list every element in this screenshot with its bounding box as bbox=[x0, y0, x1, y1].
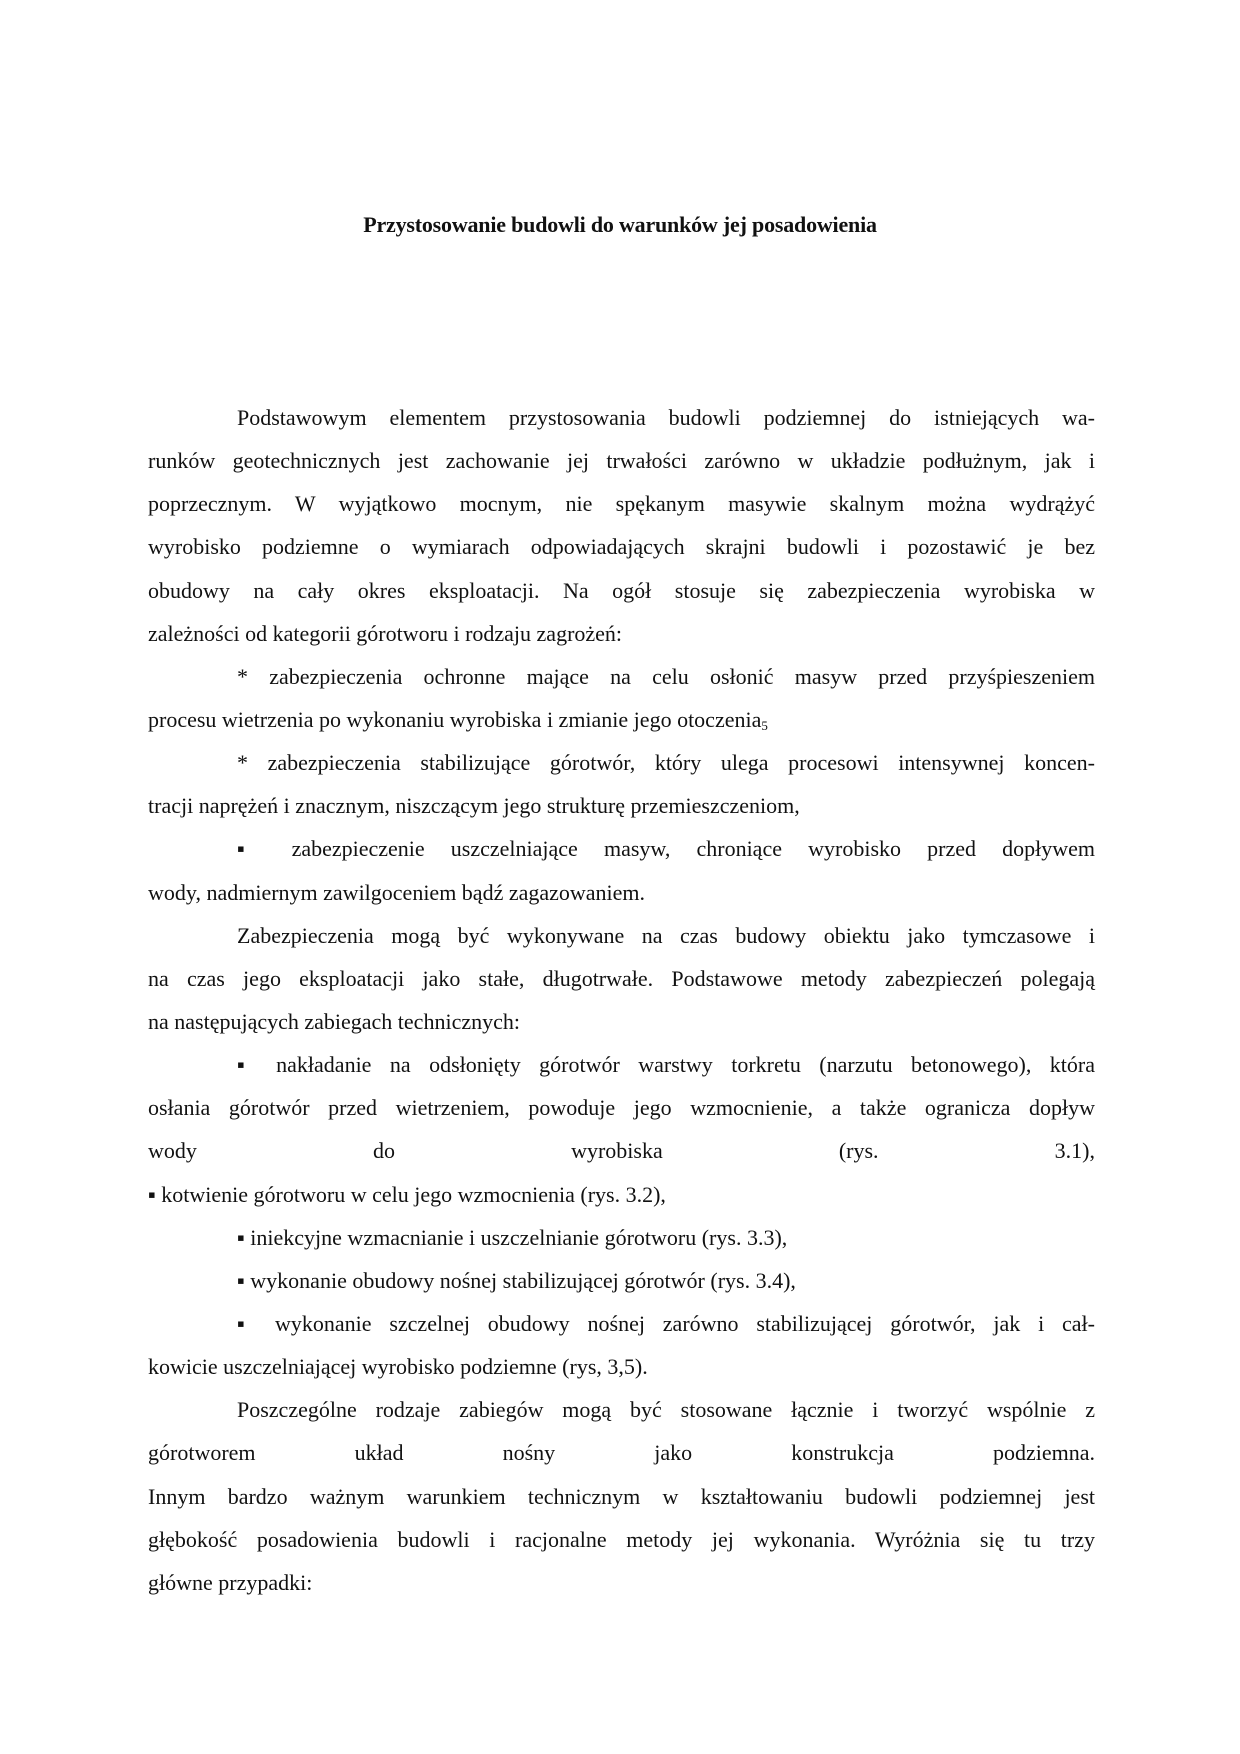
text-line-content: wody, nadmiernym zawilgoceniem bądź zagazowaniem. bbox=[148, 879, 646, 905]
text-line-content: Poszczególne rodzaje zabiegów mogą być stosowane łącznie i tworzyć wspólnie z bbox=[237, 1397, 1095, 1423]
text-line bbox=[148, 1345, 1095, 1388]
text-line bbox=[148, 1129, 1095, 1172]
text-line bbox=[148, 396, 1095, 439]
text-line-content: Innym bardzo ważnym warunkiem technicznym w kształtowaniu budowli podziemnej jest bbox=[148, 1483, 1095, 1509]
text-line bbox=[148, 1388, 1095, 1431]
text-line-content: wody do wyrobiska (rys. 3.1), bbox=[148, 1138, 1095, 1164]
text-line-content: wyrobisko podziemne o wymiarach odpowiadających skrajni budowli i pozostawić je bez bbox=[148, 534, 1095, 560]
text-line-content: procesu wietrzenia po wykonaniu wyrobiska i zmianie jego otoczenia bbox=[148, 706, 762, 732]
text-line-content: * zabezpieczenia stabilizujące górotwór, który ulega procesowi intensywnej koncen- bbox=[237, 750, 1095, 776]
text-line-content: ▪ zabezpieczenie uszczelniające masyw, chroniące wyrobisko przed dopływem bbox=[237, 836, 1095, 862]
text-line bbox=[148, 569, 1095, 612]
text-line-content: kowicie uszczelniającej wyrobisko podziemne (rys, 3,5). bbox=[148, 1354, 648, 1380]
text-line bbox=[148, 482, 1095, 525]
text-line bbox=[148, 1000, 1095, 1043]
text-line-content: głębokość posadowienia budowli i racjonalne metody jej wykonania. Wyróżnia się tu trzy bbox=[148, 1526, 1095, 1552]
text-line-content: Podstawowym elementem przystosowania budowli podziemnej do istniejących wa- bbox=[237, 405, 1095, 430]
text-line bbox=[148, 1173, 1095, 1216]
text-line bbox=[148, 1302, 1095, 1345]
subscript: 5 bbox=[761, 717, 768, 733]
text-line bbox=[148, 698, 1095, 741]
text-line bbox=[148, 957, 1095, 1000]
text-line-content: runków geotechnicznych jest zachowanie jej trwałości zarówno w układzie podłużnym, jak i bbox=[148, 448, 1095, 474]
text-line bbox=[148, 741, 1095, 784]
text-line-content: ▪ nakładanie na odsłonięty górotwór warstwy torkretu (narzutu betonowego), która bbox=[237, 1052, 1095, 1078]
text-line-content: poprzecznym. W wyjątkowo mocnym, nie spękanym masywie skalnym można wydrążyć bbox=[148, 491, 1095, 517]
document-body bbox=[148, 396, 1095, 1604]
text-line bbox=[148, 1086, 1095, 1129]
text-line bbox=[148, 1216, 1095, 1259]
text-line bbox=[148, 914, 1095, 957]
text-line-content: ▪ wykonanie obudowy nośnej stabilizującej górotwór (rys. 3.4), bbox=[237, 1267, 796, 1293]
text-line-content: Zabezpieczenia mogą być wykonywane na czas budowy obiektu jako tymczasowe i bbox=[237, 922, 1095, 948]
text-line bbox=[148, 1259, 1095, 1302]
text-line bbox=[148, 1518, 1095, 1561]
text-line-content: ▪ iniekcyjne wzmacnianie i uszczelnianie górotworu (rys. 3.3), bbox=[237, 1224, 788, 1250]
text-line-content: ▪ wykonanie szczelnej obudowy nośnej zarówno stabilizującej górotwór, jak i cał- bbox=[237, 1310, 1095, 1336]
text-line bbox=[148, 1475, 1095, 1518]
text-line-content: * zabezpieczenia ochronne mające na celu osłonić masyw przed przyśpieszeniem bbox=[237, 663, 1095, 689]
text-line bbox=[148, 827, 1095, 870]
text-line bbox=[148, 439, 1095, 482]
text-line bbox=[148, 612, 1095, 655]
text-line-content: główne przypadki: bbox=[148, 1569, 313, 1595]
text-line bbox=[148, 784, 1095, 827]
text-line bbox=[148, 871, 1095, 914]
text-line-content: na następujących zabiegach technicznych: bbox=[148, 1008, 520, 1034]
text-line-content: zależności od kategorii górotworu i rodzaju zagrożeń: bbox=[148, 620, 623, 646]
text-line bbox=[148, 525, 1095, 568]
document-title: Przystosowanie budowli do warunków jej posadowienia bbox=[363, 212, 877, 237]
text-line-content: osłania górotwór przed wietrzeniem, powoduje jego wzmocnienie, a także ogranicza dopływ bbox=[148, 1095, 1095, 1121]
text-line-content: górotworem układ nośny jako konstrukcja podziemna. bbox=[148, 1440, 1095, 1466]
text-line bbox=[148, 655, 1095, 698]
text-line bbox=[148, 1431, 1095, 1474]
text-line-content: na czas jego eksploatacji jako stałe, długotrwałe. Podstawowe metody zabezpieczeń polegają bbox=[148, 965, 1095, 991]
text-line bbox=[148, 1043, 1095, 1086]
text-line-content: ▪ kotwienie górotworu w celu jego wzmocnienia (rys. 3.2), bbox=[148, 1181, 666, 1207]
text-line-content: obudowy na cały okres eksploatacji. Na ogół stosuje się zabezpieczenia wyrobiska w bbox=[148, 577, 1095, 603]
text-line-content: tracji naprężeń i znacznym, niszczącym jego strukturę przemieszczeniom, bbox=[148, 793, 800, 819]
text-line bbox=[148, 1561, 1095, 1604]
